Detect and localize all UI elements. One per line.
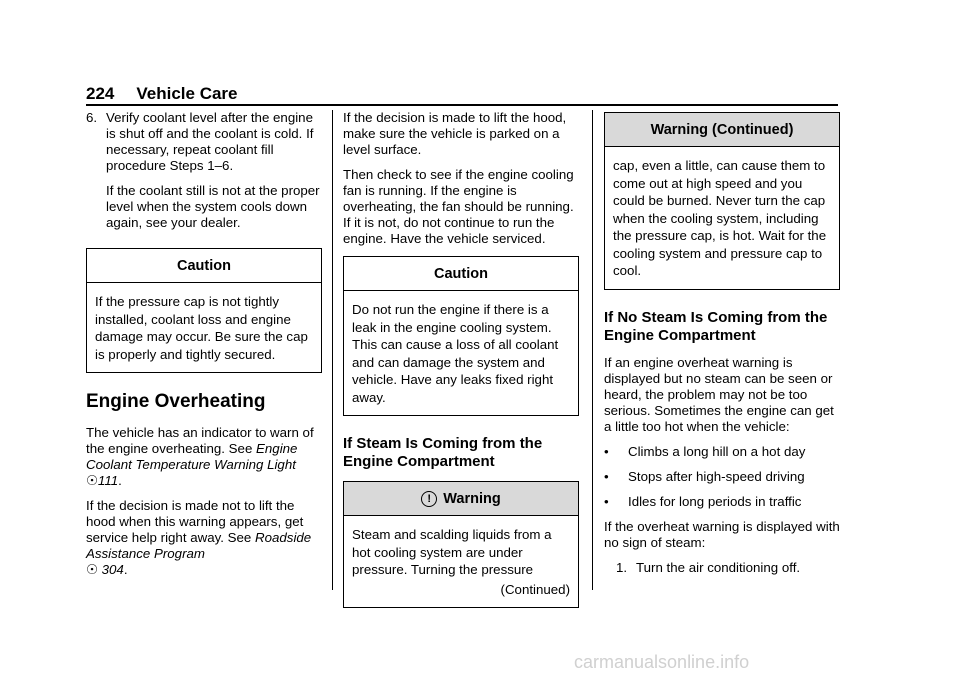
- page-ref-icon: ☉: [86, 473, 98, 488]
- list-item: [604, 444, 840, 460]
- paragraph-text: If the decision is made not to lift the hood when this warning appears, get service help right away. See: [86, 498, 304, 545]
- warning-text: Steam and scalding liquids from a hot cooling system are under pressure. Turning the pressure: [352, 527, 552, 577]
- subsection-heading: If No Steam Is Coming from the Engine Compartment: [604, 308, 828, 344]
- step-1-number: 1.: [616, 559, 628, 575]
- column-divider-2: [592, 110, 593, 590]
- warning-text-container: [344, 516, 578, 607]
- caution-box: [343, 256, 579, 416]
- page-ref-number[interactable]: 304: [101, 562, 124, 577]
- list-item-text: Stops after high-speed driving: [628, 468, 805, 484]
- paragraph-text: The vehicle has an indicator to warn of the engine overheating. See: [86, 425, 314, 456]
- page-ref-number[interactable]: 111: [97, 473, 119, 488]
- page-ref-icon: ☉: [86, 562, 98, 577]
- column-1: [86, 110, 322, 587]
- column-2: [343, 110, 579, 608]
- step-6-text: Verify coolant level after the engine is shut off and the coolant is cold. If necessary, repeat coolant fill procedure Steps 1–6.: [106, 110, 314, 173]
- warning-continued-box: [604, 112, 840, 290]
- lift-hood-paragraph: If the decision is made to lift the hood, make sure the vehicle is parked on a level surface.: [343, 110, 567, 157]
- caution-text: If the pressure cap is not tightly installed, coolant loss and engine damage may occur. Be sure the cap is properly and tightly secured.: [95, 294, 308, 362]
- warning-box: [343, 481, 579, 608]
- step-1: [616, 560, 840, 576]
- caution-title: Caution: [344, 257, 578, 291]
- link-coolant-temperature-warning-light[interactable]: Engine Coolant Temperature Warning Light: [86, 441, 298, 472]
- list-item: [604, 494, 840, 510]
- link-roadside-assistance-program[interactable]: Roadside Assistance Program: [86, 530, 312, 561]
- bullet-icon: •: [604, 493, 609, 509]
- caution-box: [86, 248, 322, 373]
- list-item: [604, 469, 840, 485]
- header-rule: [86, 104, 838, 106]
- step-1-text: Turn the air conditioning off.: [636, 559, 801, 575]
- step-6: [86, 110, 322, 240]
- step-6-number: 6.: [86, 110, 98, 125]
- warning-title: Warning: [443, 491, 501, 507]
- continued-label: (Continued): [500, 581, 570, 597]
- column-3: [604, 110, 840, 576]
- column-divider-1: [332, 110, 333, 590]
- warning-continued-text: cap, even a little, can cause them to come out at high speed and you could be burned. Never turn the cap when the cooling system, including the pressure cap, is hot. Wait for the cooling system and pressure cap to cool.: [613, 158, 827, 278]
- subsection-heading: If Steam Is Coming from the Engine Compartment: [343, 435, 543, 470]
- section-heading: Engine Overheating: [86, 391, 266, 412]
- watermark: carmanualsonline.info: [574, 652, 750, 672]
- overheat-warning-paragraph: If the overheat warning is displayed with no sign of steam:: [604, 518, 840, 550]
- warning-icon: !: [421, 491, 437, 507]
- warning-continued-title: Warning (Continued): [605, 113, 839, 147]
- bullet-icon: •: [604, 468, 609, 484]
- page-header: [86, 84, 238, 104]
- section-title: Vehicle Care: [136, 84, 238, 103]
- caution-title: Caution: [87, 249, 321, 283]
- bullet-icon: •: [604, 443, 609, 459]
- service-paragraph: If the decision is made not to lift the hood when this warning appears, get service help right away. See Roadside Assistance Program ☉ 304.: [86, 498, 312, 577]
- caution-text: Do not run the engine if there is a leak in the engine cooling system. This can cause a loss of all coolant and can damage the system and vehicle. Have any leaks fixed right away.: [352, 302, 559, 405]
- cooling-fan-paragraph: Then check to see if the engine cooling fan is running. If the engine is overheating, the fan should be running. If it is not, do not continue to run the engine. Have the vehicle serviced.: [343, 167, 574, 246]
- warning-header: [344, 482, 578, 516]
- list-item-text: Idles for long periods in traffic: [628, 493, 802, 509]
- page-number: 224: [86, 84, 115, 103]
- list-item-text: Climbs a long hill on a hot day: [628, 443, 806, 459]
- overheating-paragraph: The vehicle has an indicator to warn of the engine overheating. See Engine Coolant Temperature Warning Light ☉111.: [86, 425, 314, 488]
- step-6-text-2: If the coolant still is not at the proper level when the system cools down again, see your dealer.: [106, 183, 320, 230]
- no-steam-paragraph: If an engine overheat warning is displayed but no steam can be seen or heard, the problem may not be too serious. Sometimes the engine can get a little too hot when the vehicle:: [604, 354, 834, 434]
